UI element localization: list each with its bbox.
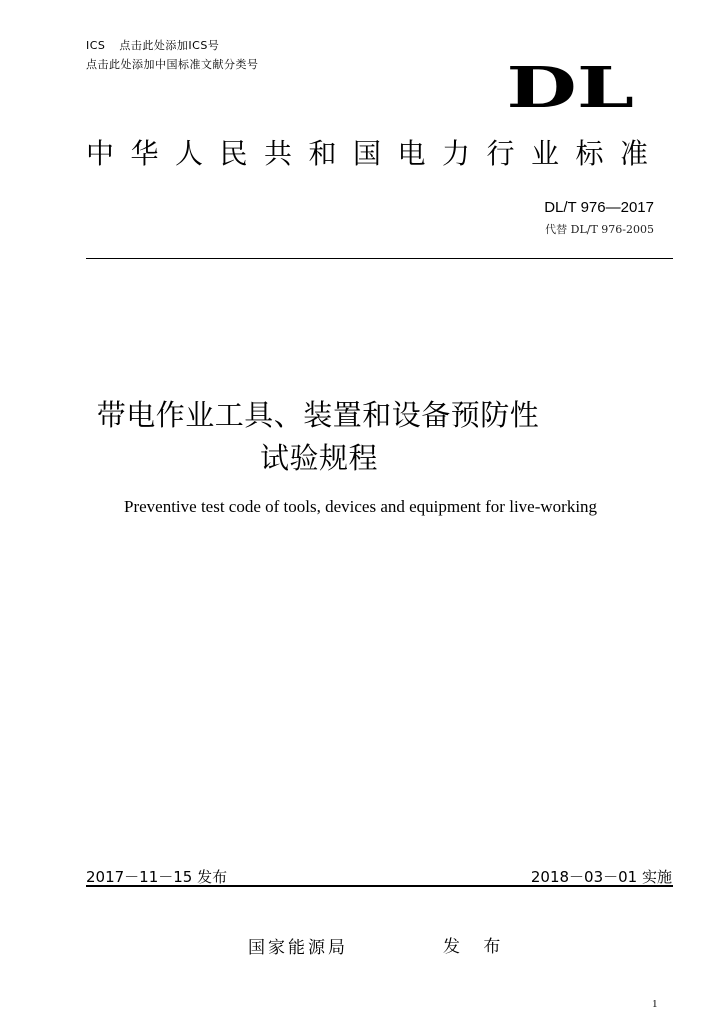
- english-title: Preventive test code of tools, devices and equipment for live-working: [124, 497, 598, 516]
- ics-placeholder[interactable]: 点击此处添加ICS号: [119, 39, 220, 52]
- bottom-divider: [86, 885, 673, 887]
- publish-label: 发 布: [443, 937, 510, 957]
- dl-logo: DL: [506, 55, 634, 121]
- industry-standard-title: 中华人民共和国电力行业标准: [86, 137, 665, 170]
- ics-line: [86, 37, 219, 53]
- standard-number: DL/T 976—2017: [544, 199, 654, 216]
- issuing-authority: 国家能源局: [248, 938, 348, 958]
- page-number: 1: [652, 998, 658, 1010]
- title-line1-text: 带电作业工具、装置和设备预防性: [96, 398, 540, 432]
- ics-label: ICS: [86, 39, 106, 52]
- title-line2-text: 试验规程: [259, 441, 378, 475]
- document-title-line2: [0, 436, 724, 477]
- replaces-standard: 代替 DL/T 976-2005: [545, 223, 654, 236]
- document-title-line1: [0, 393, 724, 434]
- ccs-placeholder[interactable]: 点击此处添加中国标准文献分类号: [86, 58, 259, 71]
- top-divider: [86, 258, 673, 259]
- implementation-date: 2018－03－01 实施: [530, 868, 672, 886]
- issue-date: 2017－11－15 发布: [86, 868, 228, 886]
